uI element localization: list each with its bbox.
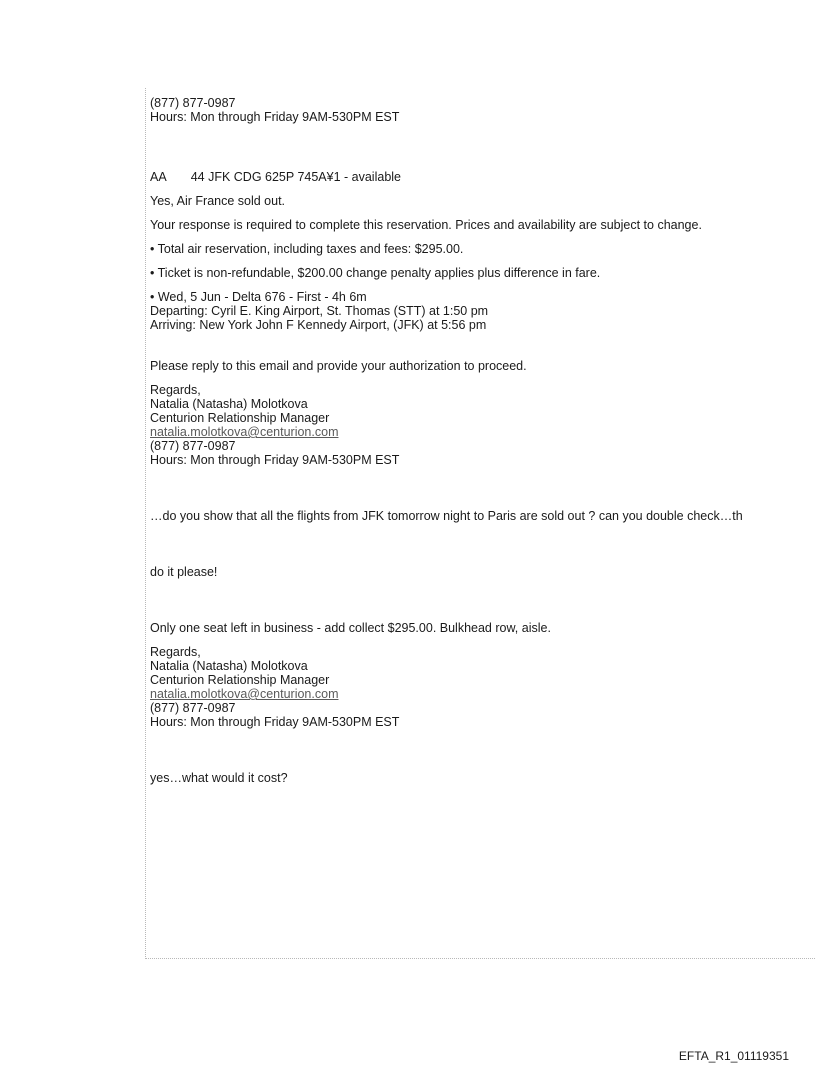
signature-block [150, 645, 816, 729]
bullet-total-reservation: • Total air reservation, including taxes and fees: $295.00. [150, 242, 464, 256]
signature-email-link[interactable]: natalia.molotkova@centurion.com [150, 687, 339, 701]
email-thread-content [150, 88, 816, 785]
arriving-info: Arriving: New York John F Kennedy Airport, (JFK) at 5:56 pm [150, 318, 487, 332]
bullet-flight-summary: • Wed, 5 Jun - Delta 676 - First - 4h 6m [150, 290, 367, 304]
signature-hours: Hours: Mon through Friday 9AM-530PM EST [150, 715, 400, 729]
email-thread-frame [145, 88, 816, 959]
signature-regards: Regards, [150, 645, 201, 659]
signature-block [150, 383, 816, 467]
signature-email-link[interactable]: natalia.molotkova@centurion.com [150, 425, 339, 439]
air-france-sold-out: Yes, Air France sold out. [150, 194, 286, 208]
signature-phone: (877) 877-0987 [150, 701, 236, 715]
signature-name: Natalia (Natasha) Molotkova [150, 397, 308, 411]
signature-name: Natalia (Natasha) Molotkova [150, 659, 308, 673]
contact-phone: (877) 877-0987 [150, 96, 236, 110]
document-id-footer: EFTA_R1_01119351 [678, 1049, 789, 1063]
flight-details: 44 JFK CDG 625P 745A¥1 - available [190, 170, 401, 184]
departing-info: Departing: Cyril E. King Airport, St. Thomas (STT) at 1:50 pm [150, 304, 489, 318]
message-flights-sold-out-question: …do you show that all the flights from JFK tomorrow night to Paris are sold out ? can you double check…th [150, 509, 743, 523]
signature-regards: Regards, [150, 383, 201, 397]
contact-hours: Hours: Mon through Friday 9AM-530PM EST [150, 110, 400, 124]
signature-title: Centurion Relationship Manager [150, 411, 330, 425]
message-what-would-it-cost: yes…what would it cost? [150, 771, 288, 785]
reply-request-text: Please reply to this email and provide your authorization to proceed. [150, 359, 527, 373]
flight-airline: AA [150, 170, 167, 184]
response-required-text: Your response is required to complete this reservation. Prices and availability are subject to change. [150, 218, 702, 232]
message-business-seat-offer: Only one seat left in business - add collect $295.00. Bulkhead row, aisle. [150, 621, 551, 635]
signature-phone: (877) 877-0987 [150, 439, 236, 453]
bullet-ticket-policy: • Ticket is non-refundable, $200.00 change penalty applies plus difference in fare. [150, 266, 601, 280]
flight-availability-line [150, 170, 816, 184]
signature-hours: Hours: Mon through Friday 9AM-530PM EST [150, 453, 400, 467]
signature-title: Centurion Relationship Manager [150, 673, 330, 687]
message-do-it-please: do it please! [150, 565, 218, 579]
